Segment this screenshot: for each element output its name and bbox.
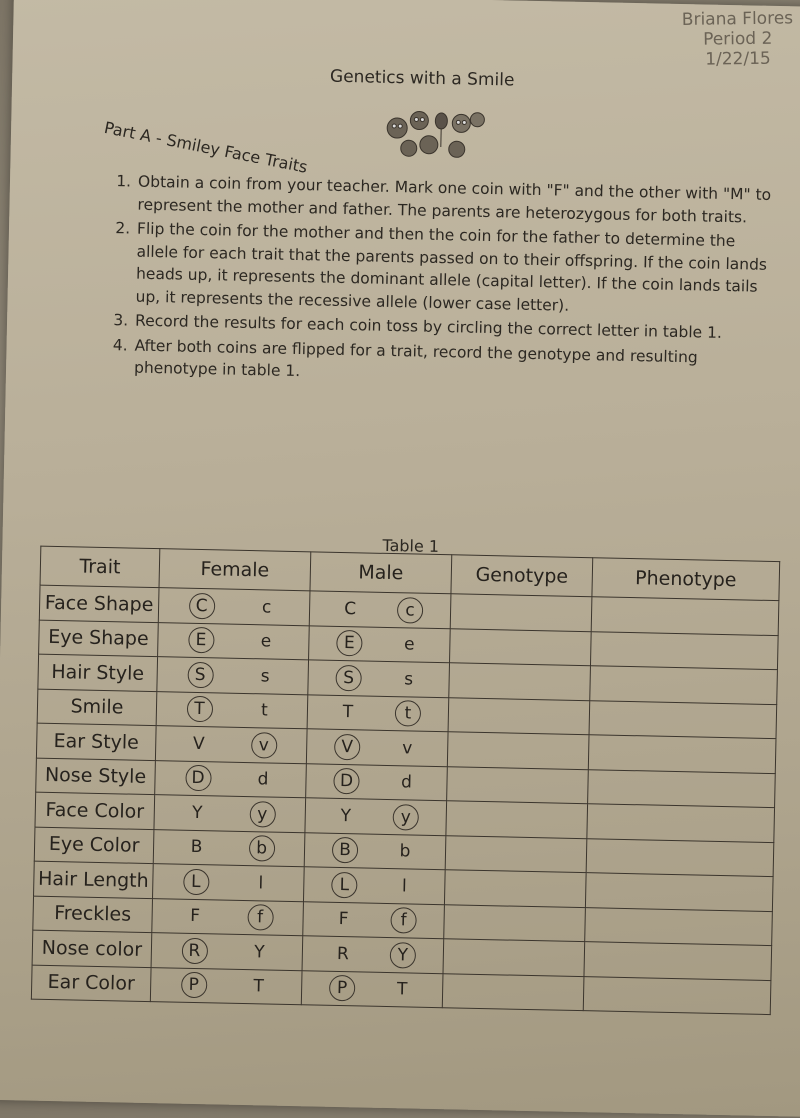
trait-rows	[31, 585, 779, 1014]
male-allele-recessive[interactable]: y	[392, 804, 419, 831]
genotype-cell[interactable]	[442, 973, 584, 1010]
male-allele-dominant[interactable]: V	[334, 734, 361, 761]
trait-name: Face Shape	[39, 585, 159, 622]
female-allele-dominant[interactable]: S	[187, 662, 214, 689]
student-name: Briana Flores	[681, 8, 793, 30]
genotype-cell[interactable]	[443, 939, 585, 976]
genotype-cell[interactable]	[450, 628, 592, 665]
female-allele-recessive[interactable]: l	[248, 870, 275, 897]
phenotype-cell[interactable]	[587, 804, 775, 842]
male-allele-recessive[interactable]: t	[395, 700, 422, 727]
traits-table	[31, 546, 780, 1015]
trait-name: Nose color	[32, 930, 152, 967]
male-alleles	[303, 867, 445, 904]
trait-name: Face Color	[35, 792, 155, 829]
male-allele-recessive[interactable]: v	[394, 735, 421, 762]
male-alleles	[309, 591, 451, 628]
student-period: Period 2	[682, 28, 794, 50]
instruction-step: 2. Flip the coin for the mother and then the coin for the father to determine the allele for each trait that the parents passed on to their offspring. If the coin lands heads up, it represents the dominant allele (capital letter). If the coin lands tails up, it represents the recessive allele (lower case letter).	[133, 218, 775, 321]
male-allele-dominant[interactable]: T	[335, 699, 362, 726]
phenotype-cell[interactable]	[588, 769, 776, 807]
instruction-step: 4. After both coins are flipped for a trait, record the genotype and resulting phenotype in table 1.	[132, 334, 773, 392]
male-alleles	[301, 970, 443, 1007]
phenotype-cell[interactable]	[589, 700, 777, 738]
phenotype-cell[interactable]	[590, 631, 778, 669]
genotype-cell[interactable]	[446, 801, 588, 838]
genotype-cell[interactable]	[447, 732, 589, 769]
female-alleles	[153, 864, 305, 902]
trait-name: Eye Color	[34, 827, 154, 864]
female-allele-recessive[interactable]: t	[251, 697, 278, 724]
female-allele-dominant[interactable]: P	[180, 972, 207, 999]
male-alleles	[305, 798, 447, 835]
phenotype-cell[interactable]	[583, 976, 771, 1014]
female-allele-dominant[interactable]: Y	[184, 800, 211, 827]
female-allele-dominant[interactable]: C	[188, 593, 215, 620]
male-allele-dominant[interactable]: F	[330, 906, 357, 933]
instruction-step: 3. Record the results for each coin toss by circling the correct letter in table 1.	[133, 310, 773, 346]
genotype-cell[interactable]	[449, 663, 591, 700]
male-alleles	[306, 763, 448, 800]
male-allele-dominant[interactable]: S	[335, 665, 362, 692]
smiley-faces-logo	[378, 98, 489, 164]
header-male: Male	[310, 552, 452, 594]
male-allele-recessive[interactable]: l	[391, 873, 418, 900]
trait-name: Ear Style	[36, 723, 156, 760]
female-alleles	[154, 795, 306, 833]
trait-name: Nose Style	[36, 758, 156, 795]
phenotype-cell[interactable]	[584, 942, 772, 980]
male-allele-dominant[interactable]: R	[330, 941, 357, 968]
instruction-list	[98, 170, 776, 395]
male-allele-dominant[interactable]: P	[329, 975, 356, 1002]
trait-name: Hair Style	[38, 654, 158, 691]
male-allele-dominant[interactable]: L	[331, 872, 358, 899]
trait-name: Hair Length	[34, 861, 154, 898]
header-genotype: Genotype	[451, 555, 593, 597]
male-allele-recessive[interactable]: e	[396, 631, 423, 658]
genotype-cell[interactable]	[444, 904, 586, 941]
student-info	[681, 8, 793, 70]
trait-name: Eye Shape	[39, 620, 159, 657]
genotype-cell[interactable]	[450, 594, 592, 631]
female-alleles	[158, 622, 310, 660]
student-date: 1/22/15	[682, 48, 794, 70]
female-allele-dominant[interactable]: L	[183, 868, 210, 895]
female-allele-dominant[interactable]: V	[185, 731, 212, 758]
phenotype-cell[interactable]	[590, 666, 778, 704]
female-alleles	[158, 588, 310, 626]
female-allele-recessive[interactable]: d	[250, 766, 277, 793]
male-alleles	[308, 660, 450, 697]
female-alleles	[156, 691, 308, 729]
male-allele-recessive[interactable]: s	[395, 666, 422, 693]
female-alleles	[157, 657, 309, 695]
phenotype-cell[interactable]	[585, 873, 773, 911]
male-alleles	[309, 625, 451, 662]
male-allele-recessive[interactable]: Y	[390, 942, 417, 969]
female-allele-dominant[interactable]: D	[185, 765, 212, 792]
trait-name: Freckles	[33, 896, 153, 933]
instruction-step: 1. Obtain a coin from your teacher. Mark one coin with "F" and the other with "M" to represent the mother and father. The parents are heterozygous for both traits.	[135, 171, 776, 229]
header-phenotype: Phenotype	[592, 558, 780, 601]
male-allele-dominant[interactable]: C	[337, 596, 364, 623]
male-allele-dominant[interactable]: D	[333, 768, 360, 795]
male-allele-recessive[interactable]: b	[392, 838, 419, 865]
female-allele-recessive[interactable]: b	[248, 835, 275, 862]
trait-name: Smile	[37, 689, 157, 726]
male-alleles	[307, 694, 449, 731]
genotype-cell[interactable]	[445, 835, 587, 872]
female-allele-dominant[interactable]: R	[181, 937, 208, 964]
female-allele-dominant[interactable]: E	[188, 627, 215, 654]
table-caption: Table 1	[382, 536, 439, 556]
female-allele-recessive[interactable]: T	[245, 973, 272, 1000]
male-alleles	[306, 729, 448, 766]
genotype-cell[interactable]	[448, 697, 590, 734]
female-allele-recessive[interactable]: c	[253, 594, 280, 621]
male-allele-recessive[interactable]: d	[393, 769, 420, 796]
female-alleles	[153, 829, 305, 867]
phenotype-cell[interactable]	[585, 907, 773, 945]
genotype-cell[interactable]	[444, 870, 586, 907]
header-trait: Trait	[40, 546, 160, 587]
female-alleles	[150, 967, 302, 1005]
male-alleles	[302, 936, 444, 973]
phenotype-cell[interactable]	[586, 838, 774, 876]
female-allele-dominant[interactable]: B	[183, 834, 210, 861]
female-allele-dominant[interactable]: F	[182, 903, 209, 930]
page-title: Genetics with a Smile	[12, 60, 800, 97]
female-allele-recessive[interactable]: e	[253, 628, 280, 655]
female-allele-recessive[interactable]: Y	[246, 939, 273, 966]
female-allele-dominant[interactable]: T	[186, 696, 213, 723]
male-allele-dominant[interactable]: B	[332, 837, 359, 864]
female-alleles	[155, 760, 307, 798]
male-alleles	[304, 832, 446, 869]
male-allele-recessive[interactable]: f	[390, 907, 417, 934]
male-allele-dominant[interactable]: E	[336, 630, 363, 657]
male-allele-dominant[interactable]: Y	[333, 803, 360, 830]
male-alleles	[303, 901, 445, 938]
header-female: Female	[159, 549, 311, 591]
female-allele-recessive[interactable]: y	[249, 801, 276, 828]
phenotype-cell[interactable]	[588, 735, 776, 773]
phenotype-cell[interactable]	[591, 597, 779, 635]
male-allele-recessive[interactable]: c	[397, 597, 424, 624]
female-alleles	[152, 898, 304, 936]
female-allele-recessive[interactable]: s	[252, 663, 279, 690]
female-alleles	[155, 726, 307, 764]
trait-name: Ear Color	[31, 965, 151, 1002]
female-allele-recessive[interactable]: v	[250, 732, 277, 759]
female-alleles	[151, 933, 303, 971]
part-a-heading: Part A - Smiley Face Traits	[103, 118, 309, 177]
male-allele-recessive[interactable]: T	[389, 976, 416, 1003]
genotype-cell[interactable]	[447, 766, 589, 803]
female-allele-recessive[interactable]: f	[247, 904, 274, 931]
